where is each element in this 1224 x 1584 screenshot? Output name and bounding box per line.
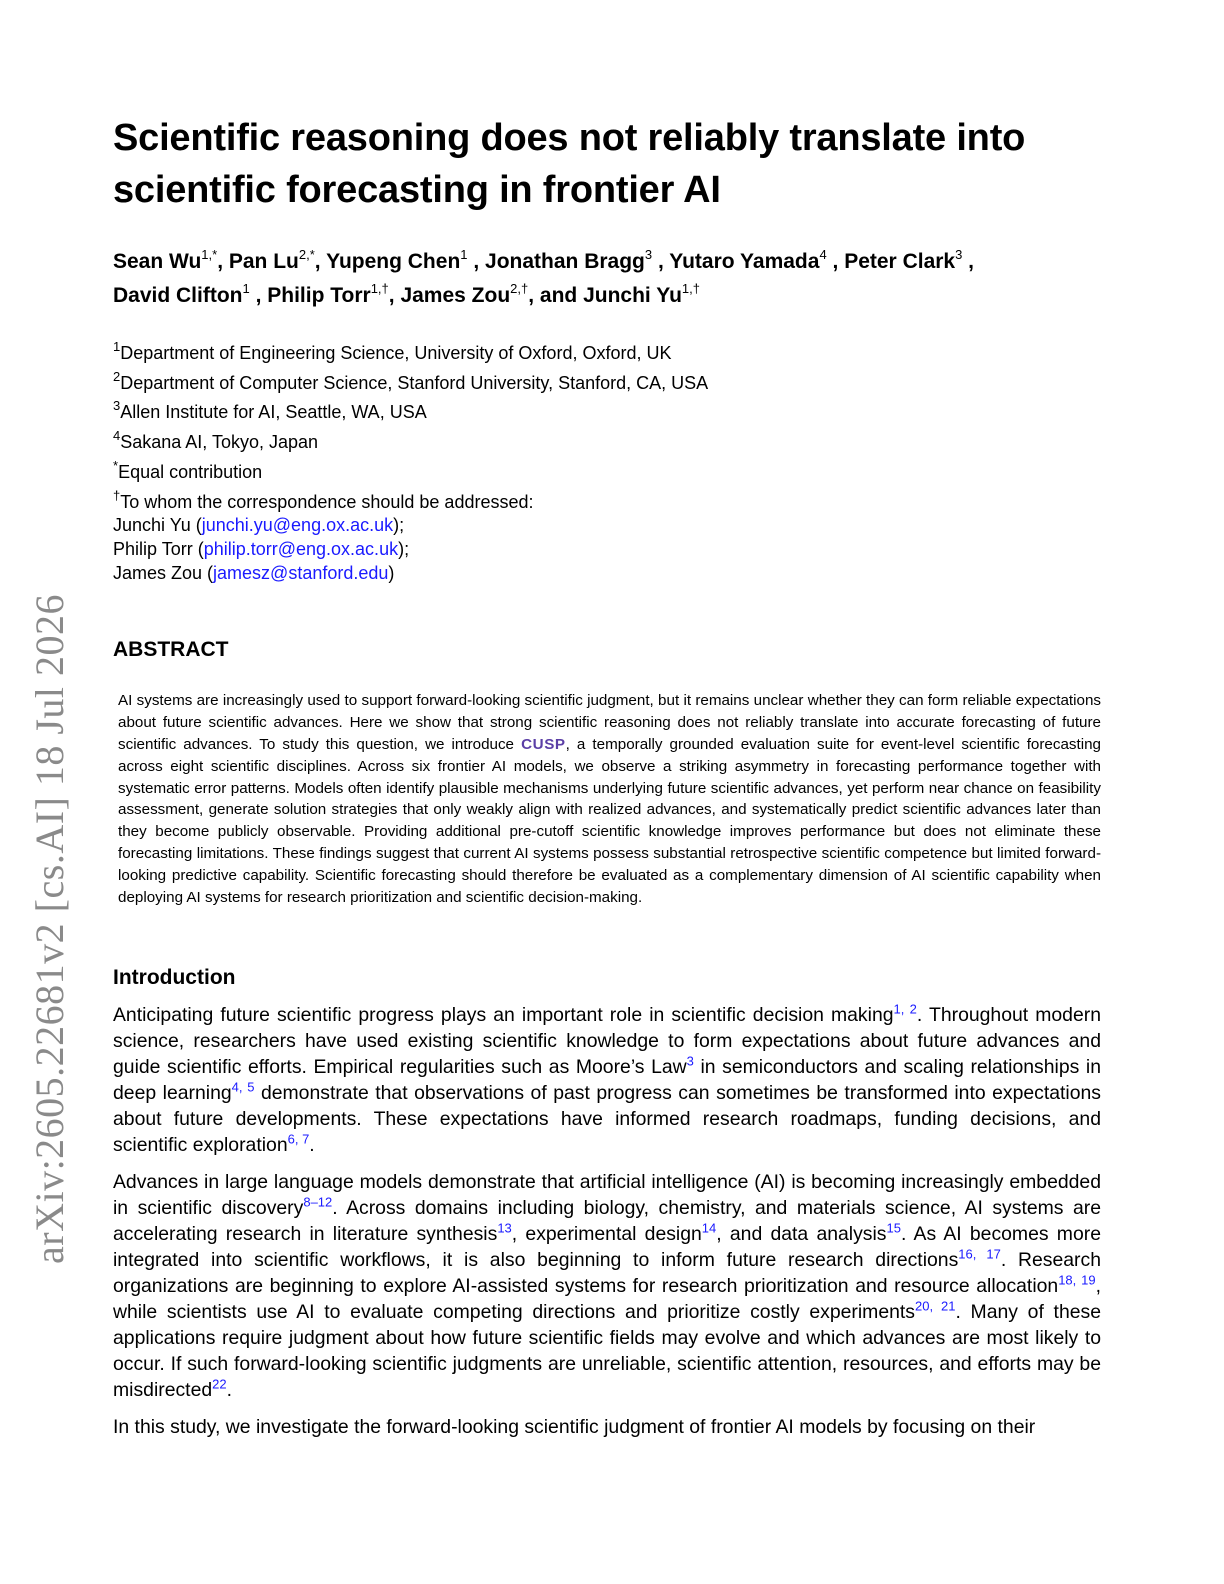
author-entry bbox=[669, 247, 845, 273]
introduction-body bbox=[113, 1002, 1101, 1440]
citation-superscript bbox=[702, 1221, 716, 1236]
author-affiliation-mark: 1 bbox=[460, 247, 468, 262]
citation-link[interactable]: 4, 5 bbox=[231, 1079, 255, 1095]
author-entry bbox=[539, 281, 700, 307]
contact-name: Junchi Yu bbox=[113, 515, 191, 536]
author-name: Pan Lu bbox=[228, 250, 299, 273]
affiliation-text: Department of Computer Science, Stanford University, Stanford, CA, USA bbox=[120, 372, 709, 393]
author-name: James Zou bbox=[400, 284, 511, 307]
contact-name: Philip Torr bbox=[113, 538, 193, 559]
paragraph-text: in semiconductors and scaling relationships in deep learning bbox=[113, 1056, 1101, 1105]
author-affiliation-mark: 1,† bbox=[681, 281, 700, 296]
contact-line-end: ); bbox=[398, 538, 410, 559]
author-name: David Clifton bbox=[113, 284, 243, 307]
author-name: Yupeng Chen bbox=[326, 250, 461, 273]
citation-link[interactable]: 18, 19 bbox=[1058, 1272, 1096, 1288]
citation-superscript bbox=[288, 1132, 310, 1147]
contact-line: Junchi Yu (junchi.yu@eng.ox.ac.uk); bbox=[113, 515, 405, 536]
citation-link[interactable]: 20, 21 bbox=[914, 1298, 956, 1314]
author-entry bbox=[228, 247, 327, 273]
author-affiliation-mark: 2,* bbox=[298, 247, 315, 262]
author-affiliation-mark: 1,* bbox=[201, 247, 218, 262]
abstract-body bbox=[118, 690, 1101, 908]
paragraph-text: Anticipating future scientific progress plays an important role in scientific decision making bbox=[113, 1004, 894, 1027]
citation-superscript bbox=[1058, 1273, 1095, 1288]
author-separator: , bbox=[826, 250, 845, 273]
citation-superscript bbox=[212, 1377, 226, 1392]
affiliation-text: Sakana AI, Tokyo, Japan bbox=[120, 432, 319, 453]
affiliation-line bbox=[113, 395, 1101, 425]
citation-link[interactable]: 22 bbox=[212, 1376, 227, 1392]
citation-superscript bbox=[887, 1221, 901, 1236]
affiliation-text: Department of Engineering Science, University of Oxford, Oxford, UK bbox=[120, 343, 672, 363]
citation-superscript bbox=[958, 1247, 1001, 1262]
contact-line: James Zou (jamesz@stanford.edu) bbox=[113, 562, 395, 583]
author-name: and Junchi Yu bbox=[539, 284, 682, 307]
paragraph-text: In this study, we investigate the forward-looking scientific judgment of frontier AI models by focusing on their bbox=[113, 1416, 1036, 1439]
author-entry bbox=[113, 281, 268, 307]
author-affiliation-mark: 1 bbox=[242, 281, 250, 296]
paragraph-text: . As AI becomes more integrated into scientific workflows, it is also beginning to inform future research directions bbox=[113, 1223, 1101, 1272]
author-separator: , bbox=[962, 250, 975, 273]
abstract-text-part-2: , a temporally grounded evaluation suite for event-level scientific forecasting across eight scientific disciplines. Across six frontier AI models, we observe a striking asymmetry in forecasting performance together with systematic error patterns. Models often identify plausible mechanisms underlying future scientific advances, yet perform near chance on feasibility assessment, generate solution strategies that only weakly align with realized advances, and systematically predict scientific advances later than they become publicly observable. Providing additional pre-cutoff scientific knowledge improves performance but does not eliminate these forecasting limitations. These findings suggest that current AI systems possess substantial retrospective scientific competence but limited forward-looking predictive capability. Scientific forecasting should therefore be evaluated as a complementary dimension of AI scientific capability when deploying AI systems for research prioritization and scientific decision-making. bbox=[118, 735, 1101, 906]
contact-email-link[interactable]: junchi.yu@eng.ox.ac.uk bbox=[201, 515, 394, 536]
author-separator: , bbox=[528, 284, 540, 307]
author-name: Yutaro Yamada bbox=[669, 250, 820, 273]
affiliation-text: To whom the correspondence should be addressed: bbox=[120, 491, 534, 512]
introduction-paragraph bbox=[113, 1169, 1101, 1403]
abstract-text-part-1: AI systems are increasingly used to support forward-looking scientific judgment, but it remains unclear whether they can form reliable expectations about future scientific advances. Here we show that strong scientific reasoning does not reliably translate into accurate forecasting of future scientific advances. To study this question, we introduce bbox=[118, 692, 1101, 753]
abstract-heading: ABSTRACT bbox=[113, 638, 229, 662]
citation-superscript bbox=[915, 1299, 955, 1314]
author-affiliation-mark: 3 bbox=[955, 247, 963, 262]
contact-line-end: ); bbox=[393, 515, 405, 536]
citation-link[interactable]: 1, 2 bbox=[893, 1001, 917, 1017]
paragraph-text: . Across domains including biology, chemistry, and materials science, AI systems are accelerating research in literature synthesis bbox=[113, 1197, 1101, 1246]
paragraph-text: . Research organizations are beginning to explore AI-assisted systems for research prioritization and resource allocation bbox=[113, 1249, 1101, 1298]
citation-link[interactable]: 16, 17 bbox=[958, 1246, 1001, 1262]
paper-title-line-2: scientific forecasting in frontier AI bbox=[113, 169, 721, 211]
author-affiliation-mark: 2,† bbox=[510, 281, 529, 296]
contact-list bbox=[113, 514, 1101, 585]
citation-superscript bbox=[232, 1080, 255, 1095]
author-entry bbox=[267, 281, 401, 307]
paper-page bbox=[113, 112, 1101, 1451]
citation-link[interactable]: 8–12 bbox=[303, 1194, 333, 1210]
cusp-benchmark-name: CUSP bbox=[521, 735, 566, 753]
author-entry bbox=[326, 247, 486, 273]
affiliation-mark: 1 bbox=[113, 339, 121, 354]
affiliation-line bbox=[113, 485, 1101, 515]
author-separator: , bbox=[467, 250, 486, 273]
paragraph-text: . Throughout modern science, researchers have used existing scientific knowledge to form expectations about future advances and guide scientific efforts. Empirical regularities such as Moore’s Law bbox=[113, 1004, 1101, 1079]
citation-link[interactable]: 15 bbox=[886, 1220, 901, 1236]
citation-link[interactable]: 6, 7 bbox=[287, 1131, 310, 1147]
author-separator: , bbox=[249, 284, 268, 307]
contact-email-link[interactable]: philip.torr@eng.ox.ac.uk bbox=[203, 538, 399, 559]
arxiv-identifier-stamp: arXiv:2605.22681v2 [cs.AI] 18 Jul 2026 bbox=[27, 593, 72, 1264]
citation-link[interactable]: 3 bbox=[686, 1053, 694, 1069]
citation-superscript bbox=[894, 1002, 917, 1017]
introduction-heading: Introduction bbox=[113, 966, 236, 990]
author-separator: , bbox=[652, 250, 670, 273]
introduction-paragraph bbox=[113, 1414, 1101, 1440]
author-name: Sean Wu bbox=[113, 250, 202, 273]
affiliation-mark: * bbox=[113, 457, 119, 473]
paper-title-line-1: Scientific reasoning does not reliably translate into bbox=[113, 117, 1026, 159]
paper-title bbox=[113, 112, 1101, 216]
author-separator: , bbox=[314, 250, 327, 273]
affiliation-list bbox=[113, 336, 1101, 514]
contact-name: James Zou bbox=[113, 562, 203, 583]
author-entry bbox=[400, 281, 540, 307]
contact-email-link[interactable]: jamesz@stanford.edu bbox=[213, 562, 389, 583]
author-separator: , bbox=[217, 250, 229, 273]
affiliation-mark: 3 bbox=[113, 398, 121, 414]
affiliation-mark: † bbox=[113, 487, 121, 503]
introduction-paragraph bbox=[113, 1002, 1101, 1158]
affiliation-line bbox=[113, 455, 1101, 485]
citation-link[interactable]: 13 bbox=[497, 1220, 512, 1236]
affiliation-text: Allen Institute for AI, Seattle, WA, USA bbox=[120, 402, 427, 423]
affiliation-text: Equal contribution bbox=[118, 461, 263, 482]
affiliation-mark: 2 bbox=[113, 368, 121, 384]
paragraph-text: . bbox=[226, 1379, 232, 1402]
author-entry bbox=[485, 247, 670, 273]
paragraph-text: Advances in large language models demonstrate that artificial intelligence (AI) is becoming increasingly embedded in scientific discovery bbox=[113, 1171, 1101, 1220]
citation-superscript bbox=[687, 1054, 694, 1069]
author-list bbox=[113, 242, 1101, 310]
paragraph-text: , while scientists use AI to evaluate competing directions and prioritize costly experiments bbox=[113, 1275, 1101, 1324]
author-affiliation-mark: 3 bbox=[644, 247, 653, 262]
paragraph-text: . Many of these applications require judgment about how future scientific fields may evolve and which advances are most likely to occur. If such forward-looking scientific judgments are unreliable, scientific attention, resources, and efforts may be misdirected bbox=[113, 1301, 1101, 1402]
citation-link[interactable]: 14 bbox=[701, 1220, 717, 1236]
author-name: Jonathan Bragg bbox=[485, 250, 645, 273]
citation-superscript bbox=[303, 1195, 332, 1210]
paragraph-text: . bbox=[309, 1134, 315, 1157]
paragraph-text: , and data analysis bbox=[716, 1223, 887, 1246]
affiliation-line bbox=[113, 425, 1101, 455]
affiliation-mark: 4 bbox=[113, 428, 121, 444]
author-name: Peter Clark bbox=[844, 250, 956, 273]
author-name: Philip Torr bbox=[267, 284, 371, 307]
contact-line: Philip Torr (philip.torr@eng.ox.ac.uk); bbox=[113, 538, 410, 559]
contact-line-end: ) bbox=[388, 562, 395, 583]
author-entry bbox=[113, 247, 229, 273]
affiliation-block bbox=[113, 336, 1101, 585]
affiliation-line bbox=[113, 366, 1101, 396]
author-entry bbox=[844, 247, 975, 273]
author-affiliation-mark: 4 bbox=[819, 247, 827, 262]
author-separator: , bbox=[388, 284, 401, 307]
paragraph-text: demonstrate that observations of past progress can sometimes be transformed into expectations about future developments. These expectations have informed research roadmaps, funding decisions, and scientific exploration bbox=[113, 1082, 1101, 1157]
paragraph-text: , experimental design bbox=[511, 1223, 702, 1246]
citation-superscript bbox=[497, 1221, 511, 1236]
author-affiliation-mark: 1,† bbox=[370, 281, 389, 296]
affiliation-line bbox=[113, 336, 1101, 366]
